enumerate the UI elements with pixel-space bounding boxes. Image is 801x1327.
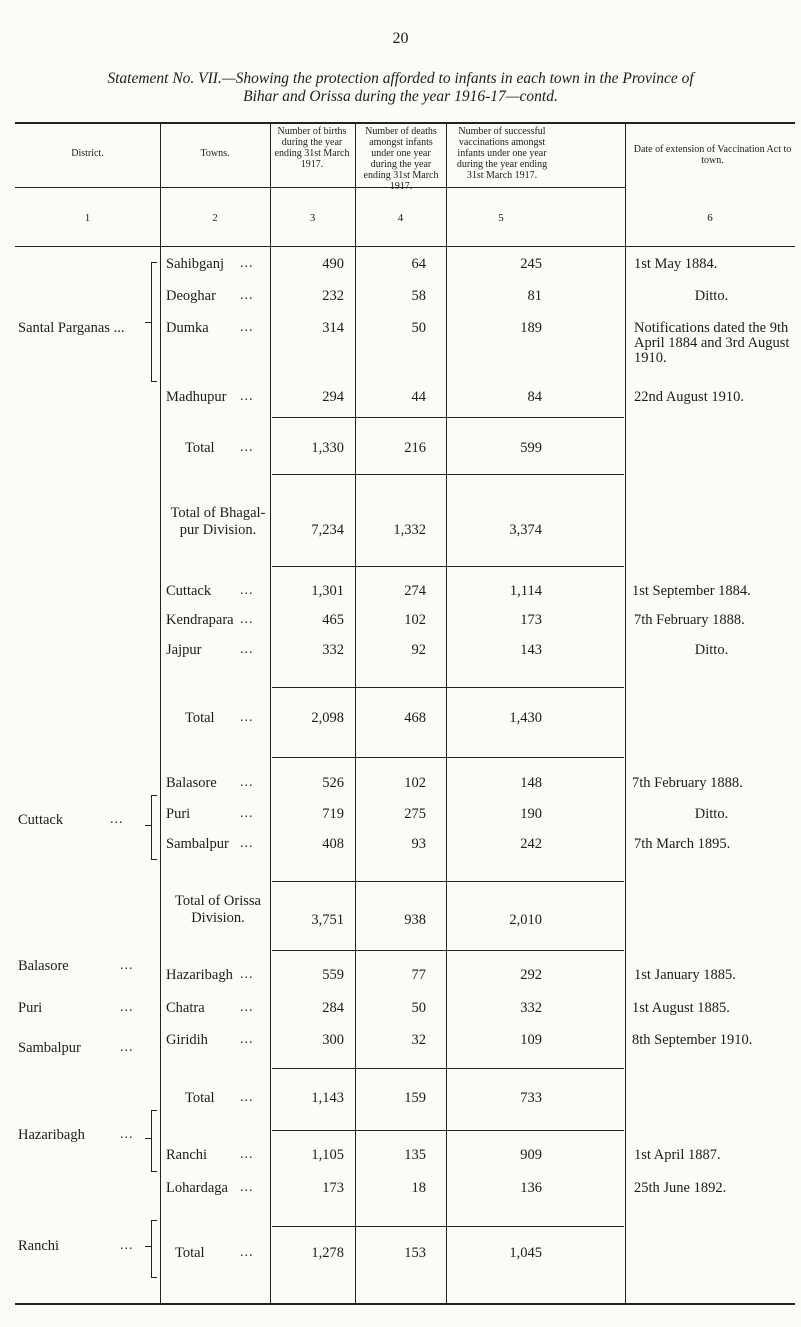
vaccinations-value: 1,114	[509, 583, 542, 599]
subtotal-rule	[272, 417, 624, 418]
col-number-4: 4	[397, 212, 404, 224]
deaths-value: 274	[404, 583, 426, 599]
col-number-1: 1	[84, 212, 91, 224]
date-value: 1st April 1887.	[634, 1147, 721, 1163]
header-district: District.	[71, 148, 104, 159]
deaths-total: 1,332	[393, 522, 426, 538]
vaccinations-value: 909	[520, 1147, 542, 1163]
births-value: 232	[322, 288, 344, 304]
town-name: Sambalpur	[166, 836, 229, 852]
col-divider-2	[270, 124, 271, 1303]
town-name: Giridih	[166, 1032, 208, 1048]
district-cuttack: Cuttack	[18, 812, 64, 828]
date-value: 1st May 1884.	[634, 256, 718, 272]
town-name: Balasore	[166, 775, 217, 791]
total-label: Total	[185, 1090, 215, 1106]
header-vaccinations: Number of successful vaccinations amongst infants under one year during the year ending 31st March 1917.	[456, 126, 548, 181]
leader-dots: ...	[240, 1180, 254, 1195]
town-name: Deoghar	[166, 288, 216, 304]
district-sambalpur-dots: ...	[120, 1040, 134, 1055]
leader-dots: ...	[240, 806, 254, 821]
births-value: 300	[322, 1032, 344, 1048]
statement-title	[0, 70, 801, 106]
date-value: 7th March 1895.	[634, 836, 731, 852]
leader-dots: ...	[240, 440, 254, 455]
deaths-value: 102	[404, 775, 426, 791]
leader-dots: ...	[240, 1090, 254, 1105]
births-total: 1,278	[311, 1245, 344, 1261]
district-ranchi-dots: ...	[120, 1238, 134, 1253]
vaccinations-total: 733	[520, 1090, 542, 1106]
deaths-value: 93	[411, 836, 426, 852]
vaccinations-value: 148	[520, 775, 542, 791]
col-divider-5	[625, 124, 626, 1303]
subtotal-rule	[272, 474, 624, 475]
date-value: 1st September 1884.	[632, 583, 751, 599]
town-name: Jajpur	[166, 642, 202, 658]
district-puri-dots: ...	[120, 1000, 134, 1015]
births-value: 332	[322, 642, 344, 658]
births-value: 559	[322, 967, 344, 983]
deaths-value: 50	[411, 320, 426, 336]
block-rule	[272, 566, 624, 567]
births-value: 465	[322, 612, 344, 628]
deaths-value: 44	[411, 389, 426, 405]
subtotal-rule	[272, 687, 624, 688]
deaths-total: 159	[404, 1090, 426, 1106]
town-name: Lohardaga	[166, 1180, 228, 1196]
district-hazaribagh-dots: ...	[120, 1127, 134, 1142]
date-value: Ditto.	[694, 806, 729, 822]
births-total: 2,098	[311, 710, 344, 726]
date-value: Ditto.	[694, 642, 729, 658]
subtotal-rule	[272, 1068, 624, 1069]
vaccinations-value: 173	[520, 612, 542, 628]
total-label: Total	[185, 710, 215, 726]
leader-dots: ...	[240, 1245, 254, 1260]
vaccinations-value: 81	[527, 288, 542, 304]
col-number-3: 3	[309, 212, 316, 224]
total-label: Total of Orissa Division.	[175, 893, 261, 926]
vaccinations-value: 292	[520, 967, 542, 983]
date-value: 1st January 1885.	[634, 967, 736, 983]
births-value: 294	[322, 389, 344, 405]
deaths-value: 58	[411, 288, 426, 304]
births-value: 490	[322, 256, 344, 272]
deaths-value: 50	[411, 1000, 426, 1016]
date-value: 1st August 1885.	[632, 1000, 730, 1016]
leader-dots: ...	[240, 288, 254, 303]
town-name: Chatra	[166, 1000, 205, 1016]
births-total: 1,143	[311, 1090, 344, 1106]
header-date: Date of extension of Vaccination Act to town.	[633, 144, 792, 166]
vaccinations-value: 332	[520, 1000, 542, 1016]
leader-dots: ...	[240, 389, 254, 404]
col-number-5: 5	[498, 212, 504, 224]
district-sambalpur: Sambalpur	[18, 1040, 81, 1056]
deaths-value: 64	[411, 256, 426, 272]
header-births: Number of births during the year ending 31st March 1917.	[274, 126, 350, 170]
deaths-value: 77	[411, 967, 426, 983]
town-name: Puri	[166, 806, 191, 822]
col-divider-3	[355, 124, 356, 1303]
leader-dots: ...	[240, 1147, 254, 1162]
deaths-value: 102	[404, 612, 426, 628]
births-value: 526	[322, 775, 344, 791]
leader-dots: ...	[240, 967, 254, 982]
page-number: 20	[392, 30, 409, 47]
leader-dots: ...	[240, 775, 254, 790]
subtotal-rule	[272, 1226, 624, 1227]
town-name: Hazaribagh	[166, 967, 233, 983]
vaccinations-total: 3,374	[509, 522, 542, 538]
header-towns: Towns.	[200, 148, 230, 159]
header-bottom-rule	[15, 187, 625, 188]
births-value: 719	[322, 806, 344, 822]
vaccinations-value: 190	[520, 806, 542, 822]
town-name: Madhupur	[166, 389, 227, 405]
total-label: Total	[175, 1245, 205, 1261]
colnum-bottom-rule	[15, 246, 795, 247]
leader-dots: ...	[240, 583, 254, 598]
deaths-total: 216	[404, 440, 426, 456]
births-value: 1,301	[311, 583, 344, 599]
deaths-total: 468	[404, 710, 426, 726]
brace-cuttack	[151, 795, 152, 860]
deaths-value: 135	[404, 1147, 426, 1163]
births-value: 173	[322, 1180, 344, 1196]
deaths-value: 18	[411, 1180, 426, 1196]
district-santal-parganas: Santal Parganas ...	[18, 320, 125, 336]
vaccinations-value: 136	[520, 1180, 542, 1196]
block-rule	[272, 1130, 624, 1131]
brace-santal	[151, 262, 152, 382]
col-number-2: 2	[212, 212, 218, 224]
leader-dots: ...	[240, 642, 254, 657]
vaccinations-value: 245	[520, 256, 542, 272]
leader-dots: ...	[240, 1032, 254, 1047]
block-rule	[272, 757, 624, 758]
births-value: 1,105	[311, 1147, 344, 1163]
town-name: Cuttack	[166, 583, 212, 599]
brace-hazaribagh	[151, 1110, 152, 1172]
vaccinations-value: 242	[520, 836, 542, 852]
vaccinations-total: 1,045	[509, 1245, 542, 1261]
deaths-value: 32	[411, 1032, 426, 1048]
vaccinations-value: 109	[520, 1032, 542, 1048]
births-total: 1,330	[311, 440, 344, 456]
total-label: Total of Bhagal-pur Division.	[170, 505, 266, 538]
district-puri: Puri	[18, 1000, 43, 1016]
district-ranchi: Ranchi	[18, 1238, 60, 1254]
births-value: 284	[322, 1000, 344, 1016]
vaccinations-value: 189	[520, 320, 542, 336]
vaccinations-total: 1,430	[509, 710, 542, 726]
date-value: 25th June 1892.	[634, 1180, 727, 1196]
date-value: 8th September 1910.	[632, 1032, 753, 1048]
col-number-6: 6	[707, 212, 713, 224]
date-value: Ditto.	[694, 288, 729, 304]
table-top-rule	[15, 122, 795, 124]
births-value: 408	[322, 836, 344, 852]
table-bottom-rule	[15, 1303, 795, 1305]
town-name: Ranchi	[166, 1147, 208, 1163]
date-value: 7th February 1888.	[632, 775, 743, 791]
deaths-total: 153	[404, 1245, 426, 1261]
district-balasore-dots: ...	[120, 958, 134, 973]
title-line-2: Bihar and Orissa during the year 1916-17—contd.	[243, 88, 558, 105]
town-name: Sahibganj	[166, 256, 224, 272]
leader-dots: ...	[240, 612, 254, 627]
date-value: 22nd August 1910.	[634, 389, 744, 405]
leader-dots: ...	[240, 256, 254, 271]
header-deaths: Number of deaths amongst infants under one year during the year ending 31st March 1917.	[363, 126, 439, 192]
vaccinations-total: 2,010	[509, 912, 542, 928]
town-name: Kendrapara	[166, 612, 234, 628]
vaccinations-total: 599	[520, 440, 542, 456]
district-hazaribagh: Hazaribagh	[18, 1127, 85, 1143]
col-divider-4	[446, 124, 447, 1303]
district-balasore: Balasore	[18, 958, 69, 974]
deaths-value: 92	[411, 642, 426, 658]
births-value: 314	[322, 320, 344, 336]
town-name: Dumka	[166, 320, 209, 336]
leader-dots: ...	[240, 1000, 254, 1015]
births-total: 7,234	[311, 522, 344, 538]
brace-ranchi	[151, 1220, 152, 1278]
title-line-1: Statement No. VII.—Showing the protection afforded to infants in each town in the Province of	[107, 70, 694, 87]
total-label: Total	[185, 440, 215, 456]
births-total: 3,751	[311, 912, 344, 928]
leader-dots: ...	[240, 320, 254, 335]
leader-dots: ...	[240, 836, 254, 851]
deaths-total: 938	[404, 912, 426, 928]
col-divider-1	[160, 124, 161, 1303]
vaccinations-value: 84	[527, 389, 542, 405]
date-value: Notifications dated the 9th April 1884 and 3rd August 1910.	[634, 320, 790, 366]
subtotal-rule	[272, 881, 624, 882]
vaccinations-value: 143	[520, 642, 542, 658]
district-cuttack-dots: ...	[110, 812, 124, 827]
leader-dots: ...	[240, 710, 254, 725]
date-value: 7th February 1888.	[634, 612, 745, 628]
block-rule	[272, 950, 624, 951]
deaths-value: 275	[404, 806, 426, 822]
